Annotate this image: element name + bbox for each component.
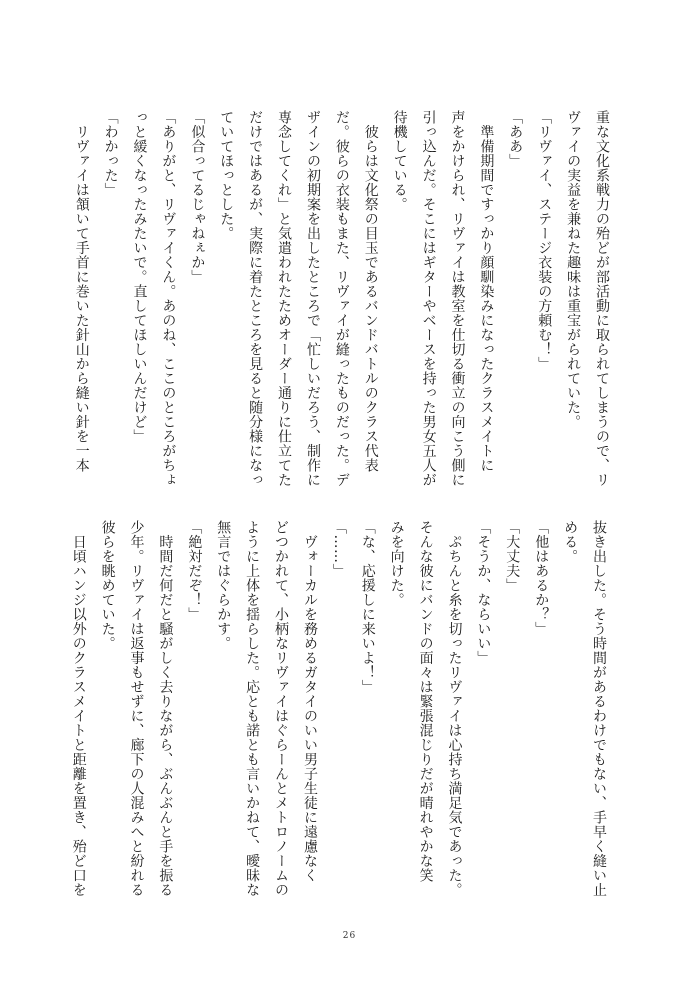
text-column: 「そうか、ならいい」 (475, 520, 492, 665)
page-number: 26 (342, 931, 357, 941)
text-column: 彼らは文化祭の目玉であるバンドバトルのクラス代表 (362, 110, 379, 473)
text-column: 抜き出した。そう時間があるわけでもない、手早く縫い止 (591, 520, 607, 897)
text-column: 無言ではぐらかす。 (215, 520, 232, 651)
text-column: ていてほっとした。 (218, 110, 235, 241)
text-column: 「ああ」 (507, 110, 524, 168)
text-column: そんな彼にバンドの面々は緊張混じりだが晴れやかな笑 (417, 520, 434, 883)
upper-text-block (67, 110, 616, 490)
text-column: める。 (562, 520, 579, 564)
lower-text-block (64, 520, 613, 900)
text-column: 専念してくれ」と気遣われたためオーダー通りに仕立てた (276, 110, 293, 487)
text-column: 「わかった」 (102, 110, 119, 197)
text-column: 重な文化系戦力の殆どが部活動に取られてしまうので、リ (594, 110, 610, 487)
text-column: 「な、応援しに来いよ！」 (359, 520, 376, 694)
text-column: 「……」 (330, 520, 347, 578)
text-column: だけではあるが、実際に着たところを見ると随分様になっ (247, 110, 264, 487)
text-column: ように上体を揺らした。応とも諾とも言いかねて、曖昧な (244, 520, 261, 897)
text-column: ぷちんと糸を切ったリヴァイは心持ち満足気であった。 (446, 520, 463, 897)
text-column: 時間だ何だと騒がしく去りながら、ぶんぶんと手を振る (157, 520, 174, 897)
text-column: 声をかけられ、リヴァイは教室を仕切る衝立の向こう側に (449, 110, 466, 487)
text-column: 引っ込んだ。そこにはギターやベースを持った男女五人が (420, 110, 437, 487)
text-column: 日頃ハンジ以外のクラスメイトと距離を置き、殆ど口を (70, 520, 87, 897)
text-column: だ。彼らの衣装もまた、リヴァイが縫ったものだった。デ (333, 110, 350, 487)
text-column: 彼らを眺めていた。 (99, 520, 116, 651)
text-column: 「他はあるか？」 (533, 520, 550, 636)
text-column: 「リヴァイ、ステージ衣装の方頼む！」 (536, 110, 553, 371)
text-column: 「ありがと、リヴァイくん。あのね、ここのところがちょ (160, 110, 177, 487)
text-column: リヴァイは頷いて手首に巻いた針山から縫い針を一本 (73, 110, 90, 473)
text-column: ヴァイの実益を兼ねた趣味は重宝がられていた。 (565, 110, 582, 429)
text-column: ザインの初期案を出したところで「忙しいだろう、制作に (304, 110, 321, 487)
text-column: みを向けた。 (388, 520, 405, 607)
text-column: 「似合ってるじゃねぇか」 (189, 110, 206, 284)
text-column: 待機している。 (391, 110, 408, 212)
text-column: っと緩くなったみたいで。直してほしいんだけど」 (131, 110, 148, 444)
text-column: 「絶対だぞ！」 (186, 520, 203, 622)
text-column: 準備期間ですっかり顔馴染みになったクラスメイトに (478, 110, 495, 473)
text-column: 少年。リヴァイは返事もせずに、廊下の人混みへと紛れる (128, 520, 145, 897)
text-column: どつかれて、小柄なリヴァイはぐらーんとメトロノームの (273, 520, 290, 897)
text-column: 「大丈夫」 (504, 520, 521, 593)
text-column: ヴォーカルを務めるガタイのいい男子生徒に遠慮なく (301, 520, 318, 883)
